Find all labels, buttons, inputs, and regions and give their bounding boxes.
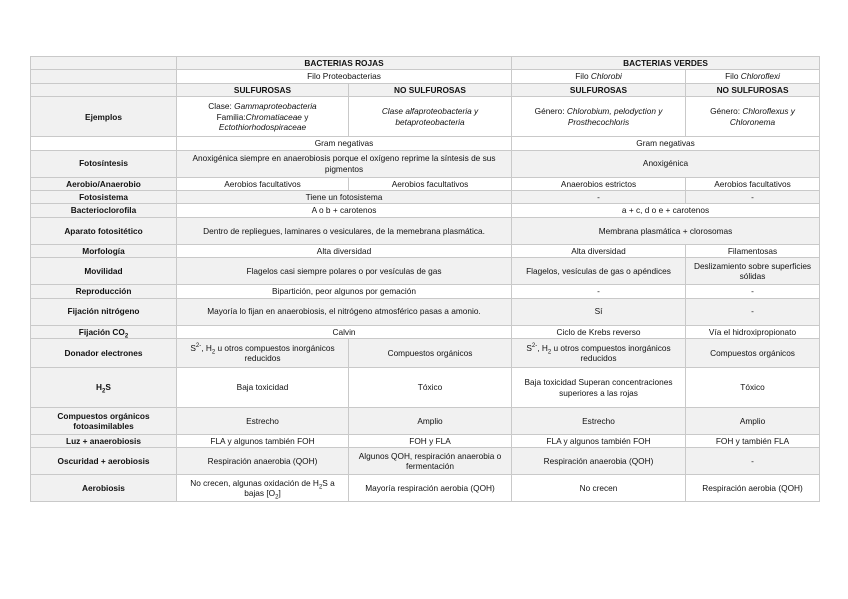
fotosistema-rojas: Tiene un fotosistema (177, 191, 512, 204)
genero-names: Chlorobium, pelodyction y Prosthecochloris (566, 106, 663, 127)
row-fotosintesis (31, 150, 820, 177)
header-row-filo (31, 70, 820, 83)
row-aparato (31, 217, 820, 244)
row-morfologia (31, 244, 820, 257)
reproduccion-c3: - (512, 285, 686, 298)
header-bacterias-verdes: BACTERIAS VERDES (512, 57, 820, 70)
label-h2s-h: H (96, 382, 103, 393)
fijacion-nitrogeno-rojas: Mayoría lo fijan en anaerobiosis, el nitrógeno atmosférico pasas a amonio. (177, 298, 512, 325)
row-donador (31, 339, 820, 368)
aerobiosis-c1-sub2: 2 (275, 495, 279, 502)
label-bacterioclorofila: Bacterioclorofila (31, 204, 177, 217)
row-ejemplos (31, 97, 820, 137)
header-no-sulfurosas-rojas: NO SULFUROSAS (349, 83, 512, 96)
filo-chlorobi-name: Chlorobi (590, 71, 622, 82)
familia-prefix: Familia: (216, 111, 246, 122)
genero-names: Chloroflexus y Chloronema (729, 106, 795, 127)
familia-connector: y (301, 111, 309, 122)
header-row-types (31, 83, 820, 96)
corner-cell (31, 57, 177, 70)
oscuridad-c4: - (686, 448, 820, 475)
label-luz: Luz + anaerobiosis (31, 435, 177, 448)
movilidad-c4: Deslizamiento sobre superficies sólidas (686, 258, 820, 285)
donador-c1-sub: 2 (211, 349, 216, 356)
donador-c1-mid: , H (201, 342, 212, 353)
aerobio-c3: Anaerobios estrictos (512, 177, 686, 190)
label-aerobio: Aerobio/Anaerobio (31, 177, 177, 190)
label-movilidad: Movilidad (31, 258, 177, 285)
fijacion-co2-rojas: Calvin (177, 325, 512, 338)
aparato-rojas: Dentro de repliegues, laminares o vesiculares, de la memebrana plasmática. (177, 217, 512, 244)
donador-c2: Compuestos orgánicos (349, 339, 512, 368)
h2s-c2: Tóxico (349, 368, 512, 408)
fotosintesis-rojas: Anoxigénica siempre en anaerobiosis porque el oxígeno reprime la síntesis de sus pigmentos (177, 150, 512, 177)
luz-c3: FLA y algunos también FOH (512, 435, 686, 448)
label-h2s-s: S (105, 382, 111, 393)
compuestos-c3: Estrecho (512, 408, 686, 435)
reproduccion-rojas: Bipartición, peor algunos por gemación (177, 285, 512, 298)
filo-chloroflexi-name: Chloroflexi (740, 71, 780, 82)
aerobiosis-c3: No crecen (512, 475, 686, 502)
fotosistema-c3: - (512, 191, 686, 204)
label-compuestos: Compuestos orgánicos fotoasimilables (31, 408, 177, 435)
luz-c2: FOH y FLA (349, 435, 512, 448)
aerobiosis-c4: Respiración aerobia (QOH) (686, 475, 820, 502)
filo-chloroflexi (686, 70, 820, 83)
luz-c1: FLA y algunos también FOH (177, 435, 349, 448)
row-fijacion-nitrogeno (31, 298, 820, 325)
row-bacterioclorofila (31, 204, 820, 217)
movilidad-c3: Flagelos, vesículas de gas o apéndices (512, 258, 686, 285)
oscuridad-c3: Respiración anaerobia (QOH) (512, 448, 686, 475)
reproduccion-c4: - (686, 285, 820, 298)
label-oscuridad: Oscuridad + aerobiosis (31, 448, 177, 475)
h2s-c1: Baja toxicidad (177, 368, 349, 408)
genero-prefix: Género: (710, 106, 743, 117)
compuestos-c1: Estrecho (177, 408, 349, 435)
familia-name-2: Ectothiorhodospiraceae (218, 121, 307, 132)
row-compuestos (31, 408, 820, 435)
row-fotosistema (31, 191, 820, 204)
h2s-c3: Baja toxicidad Superan concentraciones superiores a las rojas (512, 368, 686, 408)
aerobio-c1: Aerobios facultativos (177, 177, 349, 190)
header-row-groups (31, 57, 820, 70)
fotosintesis-verdes: Anoxigénica (512, 150, 820, 177)
aerobio-c2: Aerobios facultativos (349, 177, 512, 190)
ejemplos-sulfurosas-verdes (512, 97, 686, 137)
clase-prefix: Clase: (208, 101, 235, 112)
label-fijacion-co2 (31, 325, 177, 338)
bacterioclorofila-rojas: A o b + carotenos (177, 204, 512, 217)
label-gram-empty (31, 137, 177, 150)
ejemplos-sulfurosas-rojas (177, 97, 349, 137)
header-bacterias-rojas: BACTERIAS ROJAS (177, 57, 512, 70)
compuestos-c2: Amplio (349, 408, 512, 435)
compuestos-c4: Amplio (686, 408, 820, 435)
fotosistema-c4: - (686, 191, 820, 204)
row-gram (31, 137, 820, 150)
morfologia-c4: Filamentosas (686, 244, 820, 257)
aerobiosis-c1-sub: 2 (318, 484, 323, 491)
label-aerobiosis: Aerobiosis (31, 475, 177, 502)
row-luz (31, 435, 820, 448)
label-fijacion-co2-text: Fijación CO (78, 326, 125, 337)
corner-cell (31, 83, 177, 96)
label-ejemplos: Ejemplos (31, 97, 177, 137)
header-no-sulfurosas-verdes: NO SULFUROSAS (686, 83, 820, 96)
donador-c3-rest: u otros compuestos inorgánicos reducidos (551, 342, 671, 364)
label-fotosistema: Fotosistema (31, 191, 177, 204)
label-morfologia: Morfología (31, 244, 177, 257)
row-reproduccion (31, 285, 820, 298)
donador-c1-sup: 2- (195, 342, 202, 349)
donador-c4: Compuestos orgánicos (686, 339, 820, 368)
aerobiosis-c1-end: ] (278, 488, 281, 499)
label-fijacion-co2-sub: 2 (124, 333, 129, 340)
clase-name: Gammaproteobacteria (234, 101, 317, 112)
filo-proteobacterias: Filo Proteobacterias (177, 70, 512, 83)
filo-prefix: Filo (725, 71, 741, 82)
genero-prefix: Género: (534, 106, 567, 117)
ejemplos-no-sulfurosas-rojas-text: Clase alfaproteobacteria y betaproteobacteria (381, 106, 479, 127)
row-aerobio (31, 177, 820, 190)
gram-verdes: Gram negativas (512, 137, 820, 150)
row-fijacion-co2 (31, 325, 820, 338)
row-aerobiosis (31, 475, 820, 502)
donador-c1 (177, 339, 349, 368)
filo-prefix: Filo (575, 71, 591, 82)
donador-c3 (512, 339, 686, 368)
familia-name-1: Chromatiaceae (245, 111, 302, 122)
donador-c1-s: S (190, 342, 196, 353)
aparato-verdes: Membrana plasmática + clorosomas (512, 217, 820, 244)
fijacion-nitrogeno-c4: - (686, 298, 820, 325)
donador-c3-sub: 2 (547, 349, 552, 356)
h2s-c4: Tóxico (686, 368, 820, 408)
donador-c3-mid: , H (537, 342, 548, 353)
label-fijacion-nitrogeno: Fijación nitrógeno (31, 298, 177, 325)
corner-cell (31, 70, 177, 83)
oscuridad-c2: Algunos QOH, respiración anaerobia o fermentación (349, 448, 512, 475)
label-aparato: Aparato fotositético (31, 217, 177, 244)
fijacion-nitrogeno-c3: Sí (512, 298, 686, 325)
header-sulfurosas-verdes: SULFUROSAS (512, 83, 686, 96)
aerobio-c4: Aerobios facultativos (686, 177, 820, 190)
filo-chlorobi (512, 70, 686, 83)
morfologia-rojas: Alta diversidad (177, 244, 512, 257)
row-oscuridad (31, 448, 820, 475)
gram-rojas: Gram negativas (177, 137, 512, 150)
ejemplos-no-sulfurosas-verdes (686, 97, 820, 137)
movilidad-rojas: Flagelos casi siempre polares o por vesículas de gas (177, 258, 512, 285)
aerobiosis-c1 (177, 475, 349, 502)
row-h2s (31, 368, 820, 408)
bacterioclorofila-verdes: a + c, d o e + carotenos (512, 204, 820, 217)
donador-c3-s: S (526, 342, 532, 353)
header-sulfurosas-rojas: SULFUROSAS (177, 83, 349, 96)
aerobiosis-c1-pre: No crecen, algunas oxidación de H (190, 478, 319, 489)
oscuridad-c1: Respiración anaerobia (QOH) (177, 448, 349, 475)
label-h2s-sub: 2 (102, 389, 106, 396)
fijacion-co2-c4: Vía el hidroxipropionato (686, 325, 820, 338)
morfologia-c3: Alta diversidad (512, 244, 686, 257)
aerobiosis-c2: Mayoría respiración aerobia (QOH) (349, 475, 512, 502)
label-h2s (31, 368, 177, 408)
aerobiosis-c1-mid: S a bajas [O (244, 478, 335, 499)
label-fotosintesis: Fotosíntesis (31, 150, 177, 177)
donador-c1-rest: u otros compuestos inorgánicos reducidos (215, 342, 335, 364)
ejemplos-no-sulfurosas-rojas (349, 97, 512, 137)
label-reproduccion: Reproducción (31, 285, 177, 298)
row-movilidad (31, 258, 820, 285)
fijacion-co2-c3: Ciclo de Krebs reverso (512, 325, 686, 338)
luz-c4: FOH y también FLA (686, 435, 820, 448)
donador-c3-sup: 2- (531, 342, 538, 349)
label-donador: Donador electrones (31, 339, 177, 368)
comparison-table (30, 56, 820, 502)
